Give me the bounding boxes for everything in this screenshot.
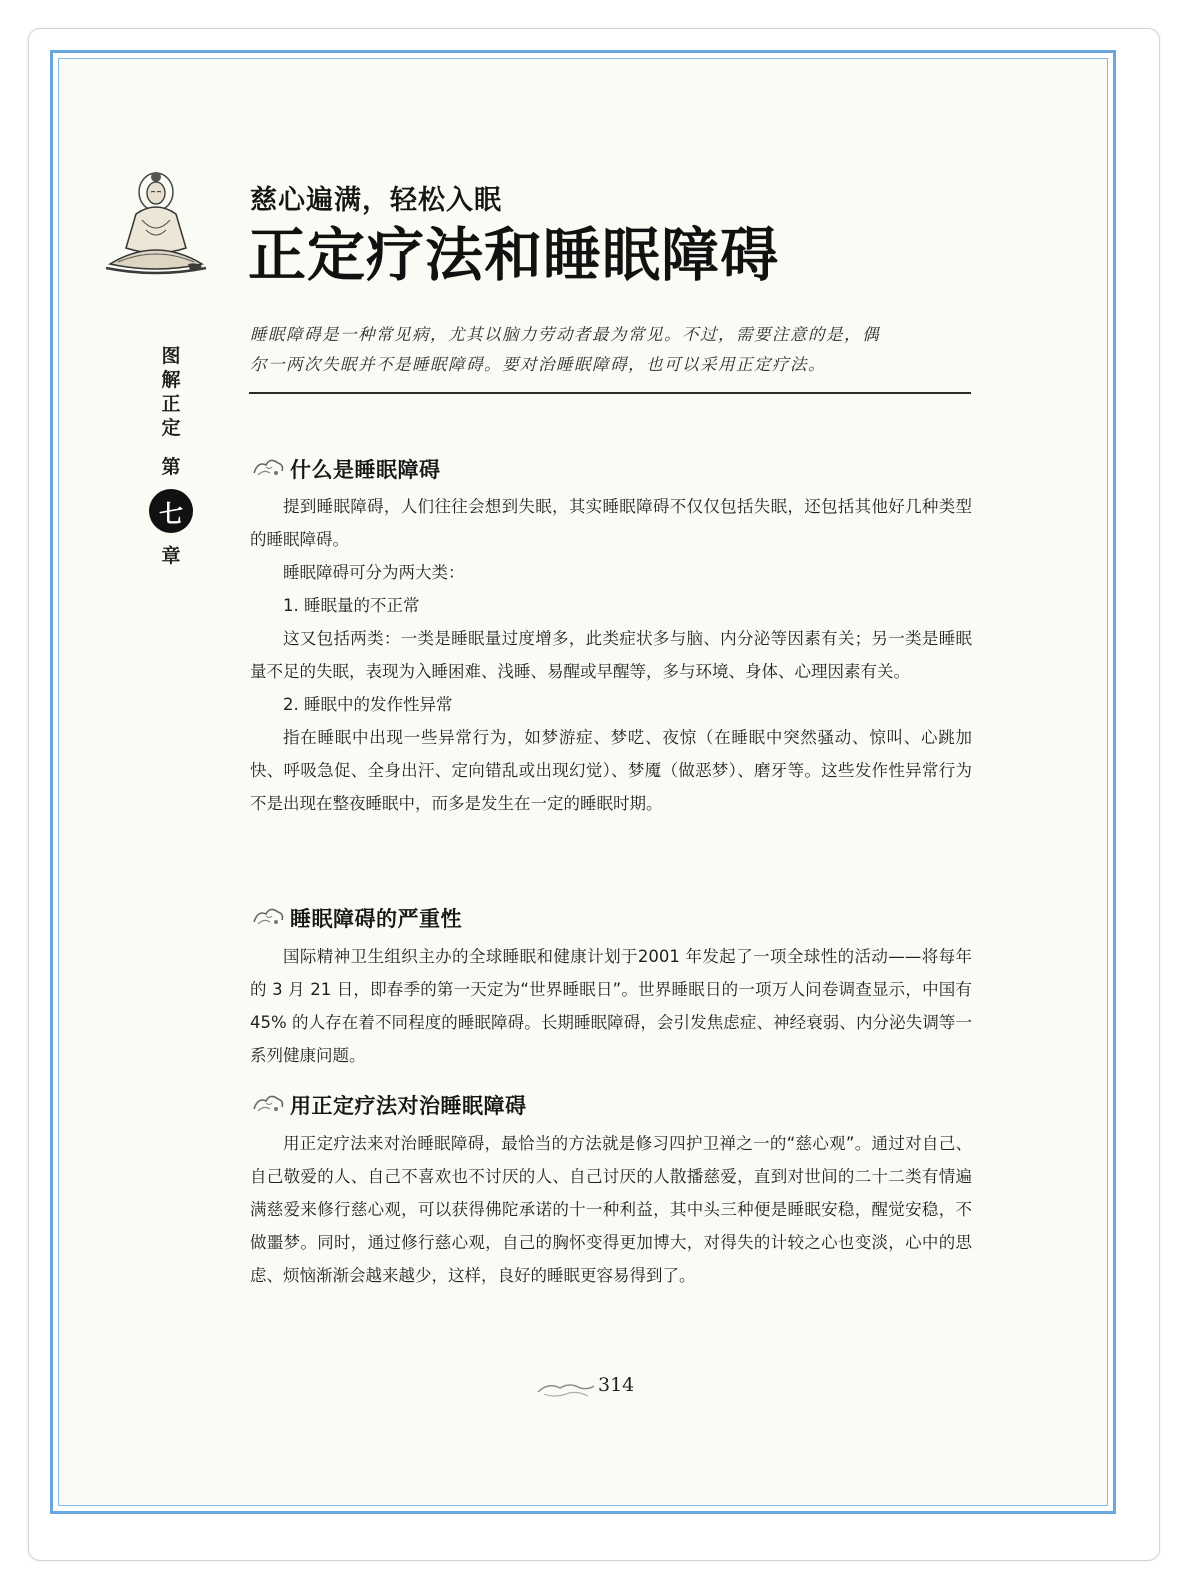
buddha-illustration	[104, 168, 208, 276]
section-heading	[250, 901, 462, 935]
side-tab-char: 正	[161, 393, 181, 415]
section-heading	[250, 452, 441, 486]
page-subtitle: 慈心遍满，轻松入眠	[250, 185, 502, 216]
chapter-side-tab	[146, 344, 196, 568]
intro-line: 尔一两次失眠并不是睡眠障碍。要对治睡眠障碍，也可以采用正定疗法。	[250, 355, 826, 374]
side-tab-char: 图	[161, 345, 181, 367]
paragraph: 提到睡眠障碍，人们往往会想到失眠，其实睡眠障碍不仅仅包括失眠，还包括其他好几种类型的睡眠障碍。	[250, 497, 972, 549]
section-body	[250, 940, 972, 1072]
chapter-suffix: 章	[161, 545, 181, 567]
page-number: 314	[598, 1374, 635, 1396]
page-footer	[536, 1372, 666, 1412]
divider-rule	[249, 392, 971, 394]
cloud-ornament-icon	[536, 1378, 596, 1400]
section-heading-text: 用正定疗法对治睡眠障碍	[290, 1093, 527, 1118]
cloud-ornament-icon	[250, 904, 286, 932]
chapter-number-badge: 七	[149, 489, 193, 533]
section-body	[250, 490, 972, 820]
side-tab-char: 定	[161, 417, 181, 439]
cloud-ornament-icon	[250, 455, 286, 483]
intro-line: 睡眠障碍是一种常见病，尤其以脑力劳动者最为常见。不过，需要注意的是，偶	[250, 325, 880, 344]
page-title: 正定疗法和睡眠障碍	[248, 221, 780, 289]
intro-summary	[250, 320, 972, 380]
section-body	[250, 1127, 972, 1292]
chapter-prefix: 第	[161, 456, 181, 478]
paragraph: 1. 睡眠量的不正常	[283, 596, 420, 615]
paragraph: 用正定疗法来对治睡眠障碍，最恰当的方法就是修习四护卫禅之一的“慈心观”。通过对自己、自己敬爱的人、自己不喜欢也不讨厌的人、自己讨厌的人散播慈爱，直到对世间的二十二类有情遍满慈爱来修行慈心观，可以获得佛陀承诺的十一种利益，其中头三种便是睡眠安稳，醒觉安稳，不做噩梦。同时，通过修行慈心观，自己的胸怀变得更加博大，对得失的计较之心也变淡，心中的思虑、烦恼渐渐会越来越少，这样，良好的睡眠更容易得到了。	[250, 1134, 972, 1285]
paragraph: 国际精神卫生组织主办的全球睡眠和健康计划于2001 年发起了一项全球性的活动——将每年的 3 月 21 日，即春季的第一天定为“世界睡眠日”。世界睡眠日的一项万人问卷调查显示，中国有 45% 的人存在着不同程度的睡眠障碍。长期睡眠障碍，会引发焦虑症、神经衰弱、内分泌失调等一系列健康问题。	[250, 947, 972, 1065]
section-heading	[250, 1088, 527, 1122]
cloud-ornament-icon	[250, 1091, 286, 1119]
side-tab-char: 解	[161, 369, 181, 391]
section-heading-text: 睡眠障碍的严重性	[290, 906, 462, 931]
paragraph: 指在睡眠中出现一些异常行为，如梦游症、梦呓、夜惊（在睡眠中突然骚动、惊叫、心跳加快、呼吸急促、全身出汗、定向错乱或出现幻觉）、梦魇（做恶梦）、磨牙等。这些发作性异常行为不是出现在整夜睡眠中，而多是发生在一定的睡眠时期。	[250, 728, 972, 813]
paragraph: 2. 睡眠中的发作性异常	[283, 695, 453, 714]
paragraph: 睡眠障碍可分为两大类：	[283, 563, 465, 582]
section-heading-text: 什么是睡眠障碍	[290, 457, 441, 482]
paragraph: 这又包括两类：一类是睡眠量过度增多，此类症状多与脑、内分泌等因素有关；另一类是睡眠量不足的失眠，表现为入睡困难、浅睡、易醒或早醒等，多与环境、身体、心理因素有关。	[250, 629, 972, 681]
